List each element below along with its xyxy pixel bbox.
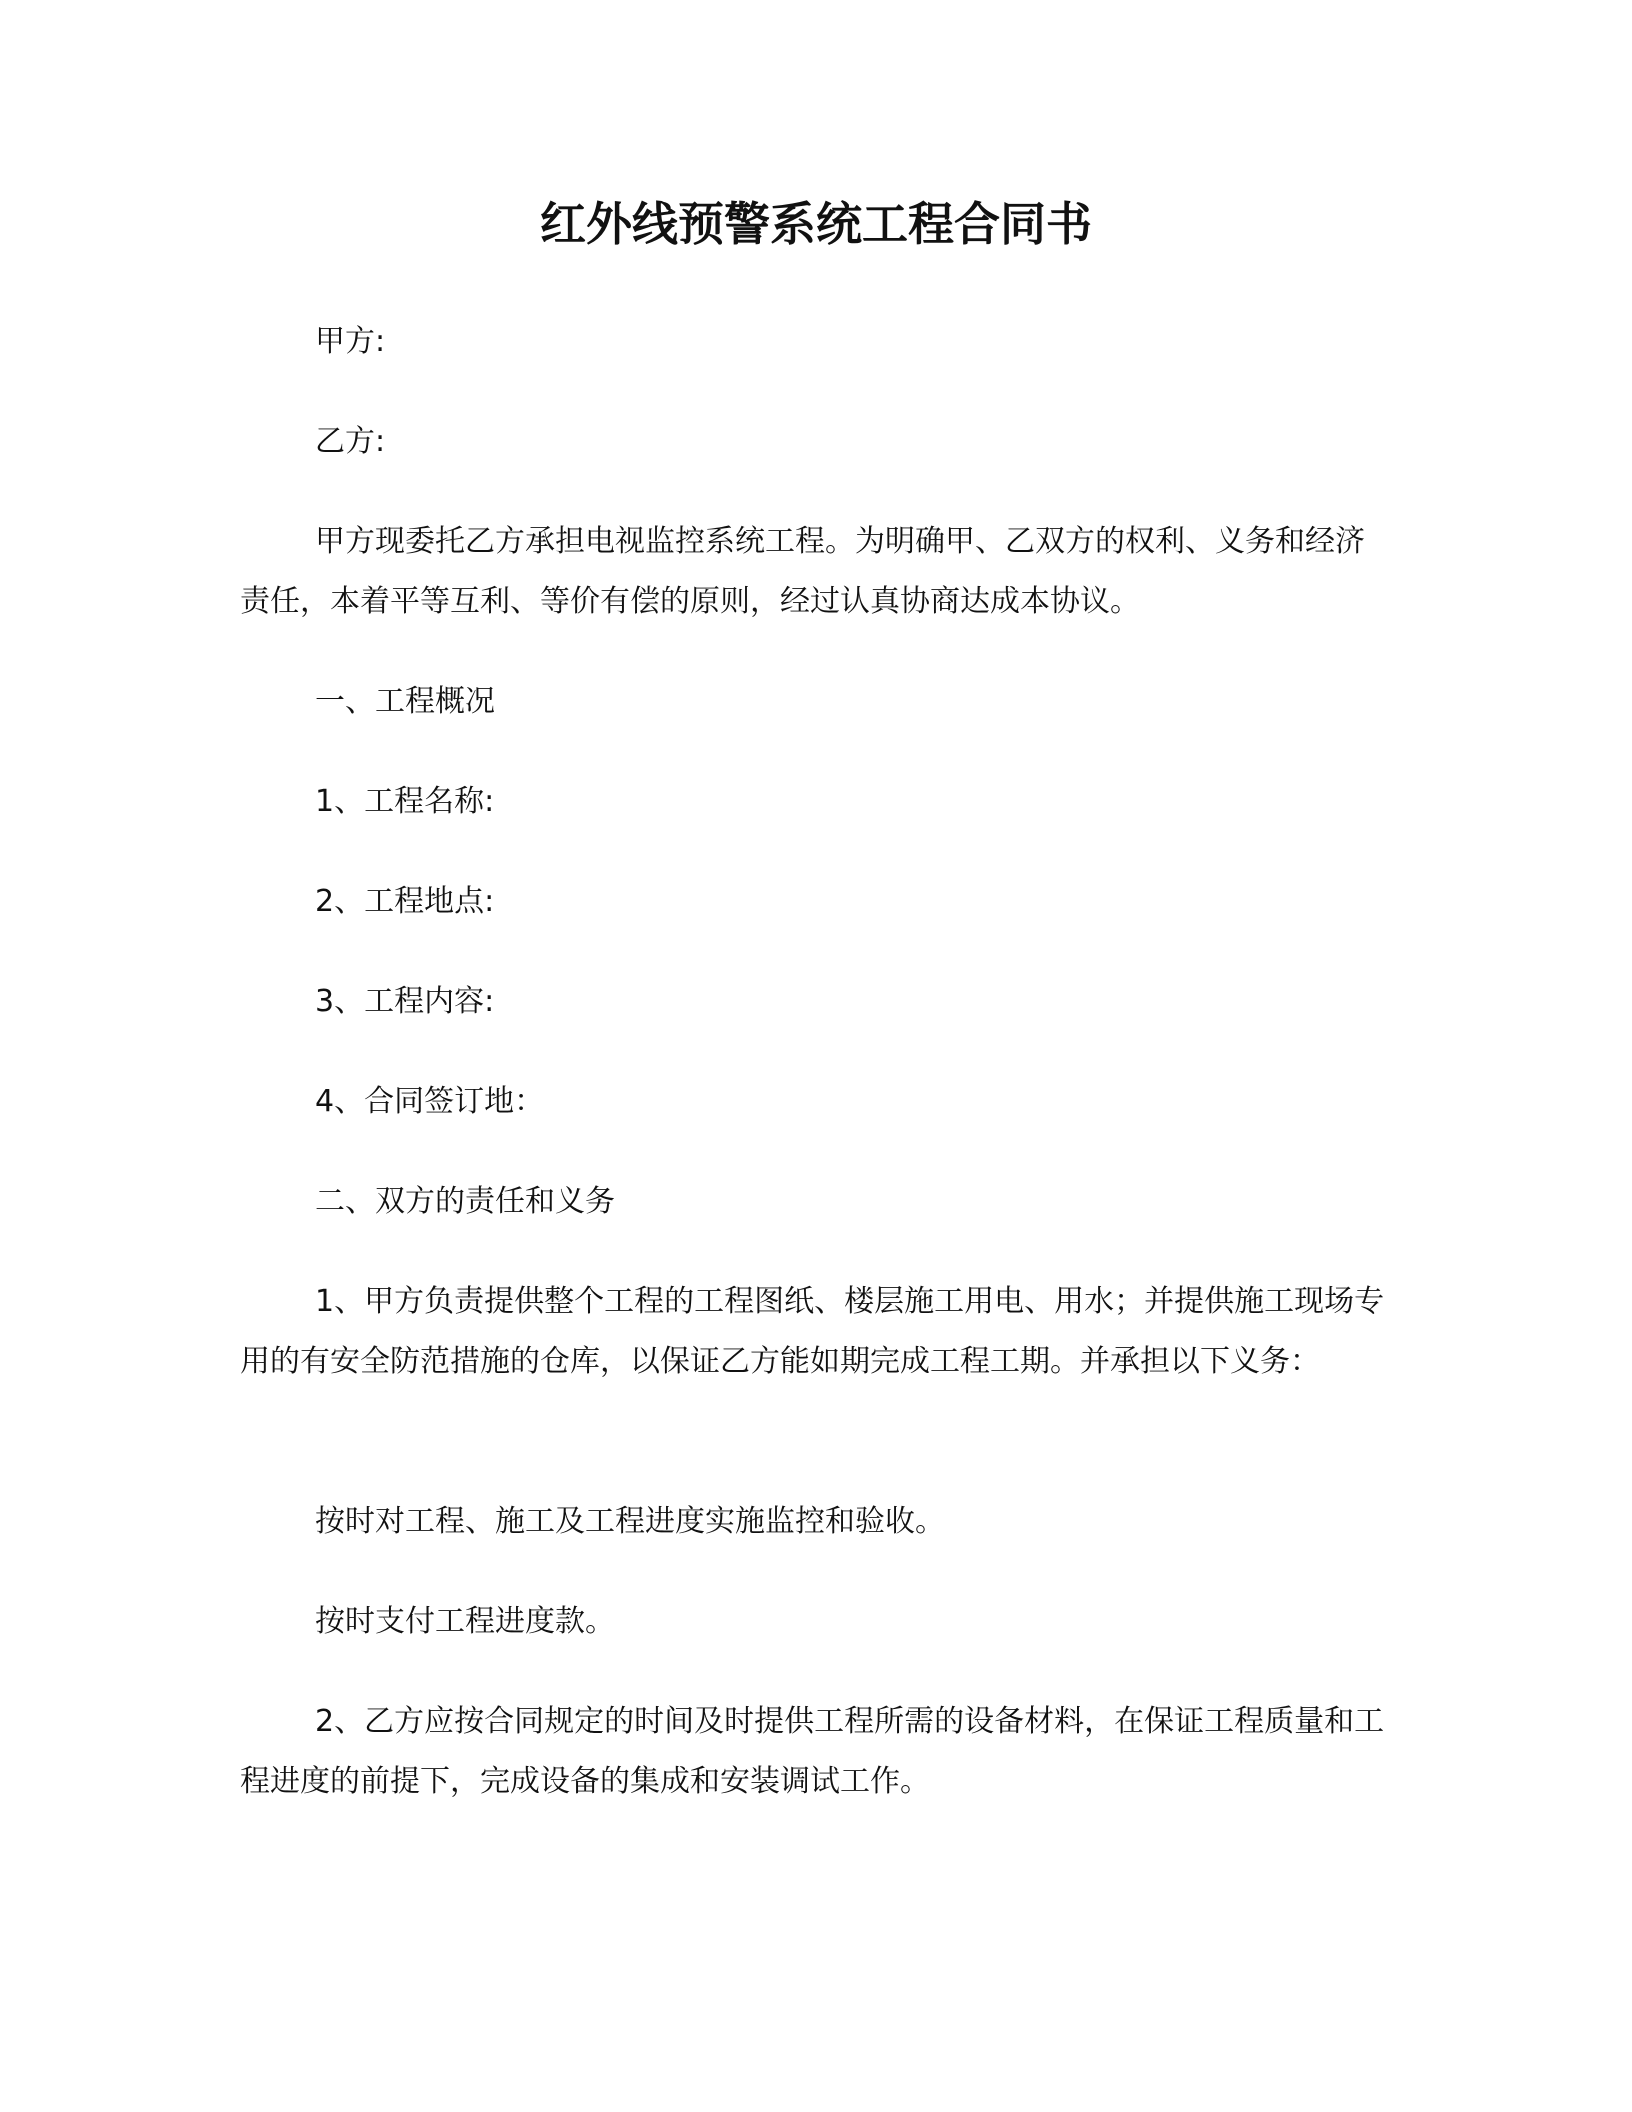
party-a-duties-paragraph: 1、甲方负责提供整个工程的工程图纸、楼层施工用电、用水；并提供施工现场专用的有安全防范措施的仓库，以保证乙方能如期完成工程工期。并承担以下义务： (240, 1284, 1385, 1379)
project-name-line: 1、工程名称: (315, 784, 495, 819)
project-location-line: 2、工程地点: (315, 884, 495, 919)
duty-item-inspection: 按时对工程、施工及工程进度实施监控和验收。 (315, 1504, 945, 1539)
intro-paragraph: 甲方现委托乙方承担电视监控系统工程。为明确甲、乙双方的权利、义务和经济责任，本着平等互利、等价有偿的原则，经过认真协商达成本协议。 (240, 524, 1365, 619)
project-content-line: 3、工程内容: (315, 984, 495, 1019)
signing-place-line: 4、合同签订地： (315, 1084, 545, 1119)
document-title: 红外线预警系统工程合同书 (540, 197, 1092, 251)
party-b-line: 乙方: (315, 424, 386, 459)
party-a-line: 甲方: (315, 324, 386, 359)
section-heading-project-overview: 一、工程概况 (315, 684, 495, 719)
party-b-duties-paragraph: 2、乙方应按合同规定的时间及时提供工程所需的设备材料，在保证工程质量和工程进度的前提下，完成设备的集成和安装调试工作。 (240, 1704, 1385, 1799)
section-heading-responsibilities: 二、双方的责任和义务 (315, 1184, 615, 1219)
duty-item-payment: 按时支付工程进度款。 (315, 1604, 615, 1639)
